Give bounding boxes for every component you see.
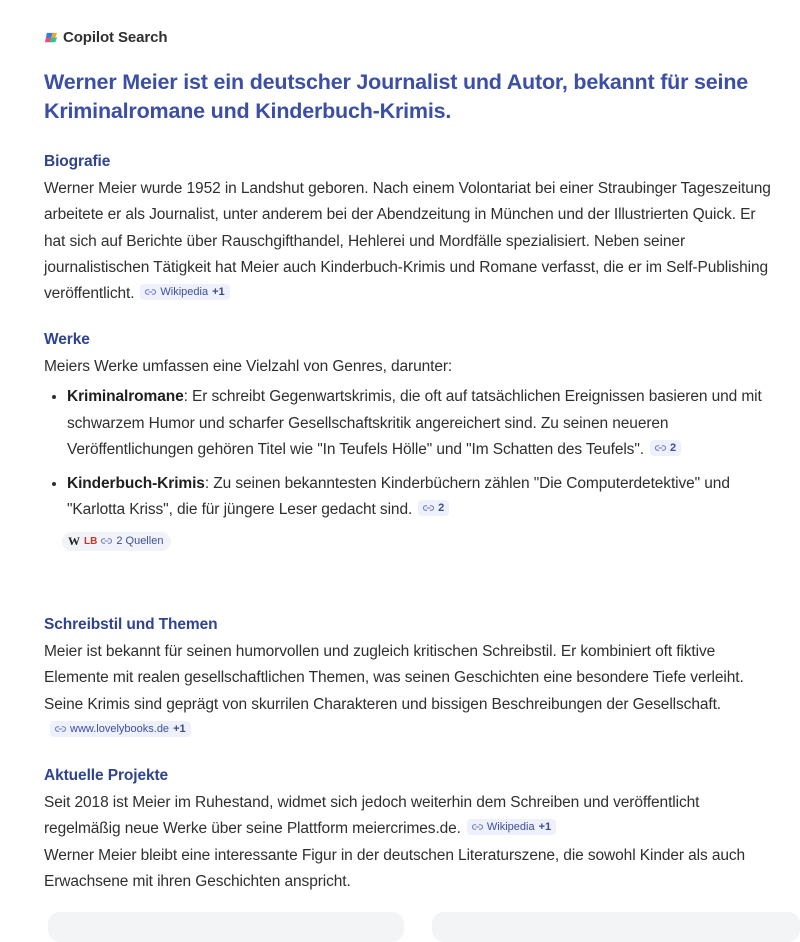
citation-chip[interactable]: 2 [418, 500, 449, 516]
sources-row [62, 532, 774, 551]
related-card[interactable] [48, 912, 404, 942]
section-intro: Meiers Werke umfassen eine Vielzahl von Genres, darunter: [44, 358, 453, 375]
citation-chip[interactable]: Wikipedia +1 [140, 284, 229, 300]
section-biografie [44, 151, 774, 307]
list-item: • Kinderbuch-Krimis: Zu seinen bekanntesten Kinderbüchern zählen "Die Computerdetektive" und "Karlotta Kriss", die für jüngere Leser gedacht sind. 2 [67, 471, 774, 524]
section-werke [44, 329, 774, 551]
section-heading: Aktuelle Projekte [44, 767, 169, 784]
section-text: Werner Meier wurde 1952 in Landshut geboren. Nach einem Volontariat bei einer Straubinger Tageszeitung arbeitete er als Journalist, unter anderem bei der Abendzeitung in München und der Illustrierten Quick. Er hat sich auf Berichte über Rauschgifthandel, Hehlerei und Mordfälle spezialisiert. Neben seiner journalistischen Tätigkeit hat Meier auch Kinderbuch-Krimis und Romane verfasst, die er im Self-Publishing veröffentlicht. Wikipedia +1 [44, 180, 771, 303]
section-heading: Werke [44, 331, 90, 348]
section-projekte [44, 765, 774, 895]
link-icon [423, 504, 434, 512]
related-card[interactable] [432, 912, 800, 942]
list-item: • Kriminalromane: Er schreibt Gegenwartskrimis, die oft auf tatsächlichen Ereignissen basieren und mit schwarzem Humor und scharfer Gesellschaftskritik angereichert sind. Zu seinen neueren Veröffentlichungen gehören Titel wie "In Teufels Hölle" und "Im Schatten des Teufels". 2 [67, 384, 774, 463]
section-heading: Schreibstil und Themen [44, 616, 218, 633]
brand [44, 27, 167, 47]
works-list [44, 384, 774, 523]
copilot-logo-icon [44, 30, 59, 45]
sources-pill[interactable]: W LB 2 Quellen [62, 532, 171, 551]
section-text: Meier ist bekannt für seinen humorvollen und zugleich kritischen Schreibstil. Er kombiniert oft fiktive Elemente mit realen gesellschaftlichen Themen, was seinen Geschichten eine besondere Tiefe verleiht. Seine Krimis sind geprägt von skurrilen Charakteren und bissigen Beschreibungen der Gesellschaft. www.lovelybooks.de +1 [44, 643, 744, 735]
link-icon [472, 823, 483, 831]
citation-chip[interactable]: 2 [650, 440, 681, 456]
section-schreibstil [44, 614, 774, 744]
link-icon [55, 725, 66, 733]
link-icon [655, 444, 666, 452]
citation-chip[interactable]: www.lovelybooks.de +1 [50, 721, 191, 737]
lovelybooks-logo-icon: LB [84, 535, 98, 547]
wikipedia-logo-icon: W [68, 533, 80, 548]
answer-headline: Werner Meier ist ein deutscher Journalist und Autor, bekannt für seine Kriminalromane und Kinderbuch-Krimis. [44, 70, 749, 123]
link-icon [101, 537, 112, 545]
link-icon [145, 288, 156, 296]
brand-name: Copilot Search [63, 28, 168, 46]
closing-text: Werner Meier bleibt eine interessante Figur in der deutschen Literaturszene, die sowohl Kinder als auch Erwachsene mit ihren Geschichten anspricht. [44, 846, 746, 890]
section-text: Seit 2018 ist Meier im Ruhestand, widmet sich jedoch weiterhin dem Schreiben und veröffentlicht regelmäßig neue Werke über seine Plattform meiercrimes.de. Wikipedia +1 [44, 794, 700, 838]
citation-chip[interactable]: Wikipedia +1 [467, 819, 556, 835]
section-heading: Biografie [44, 153, 111, 170]
